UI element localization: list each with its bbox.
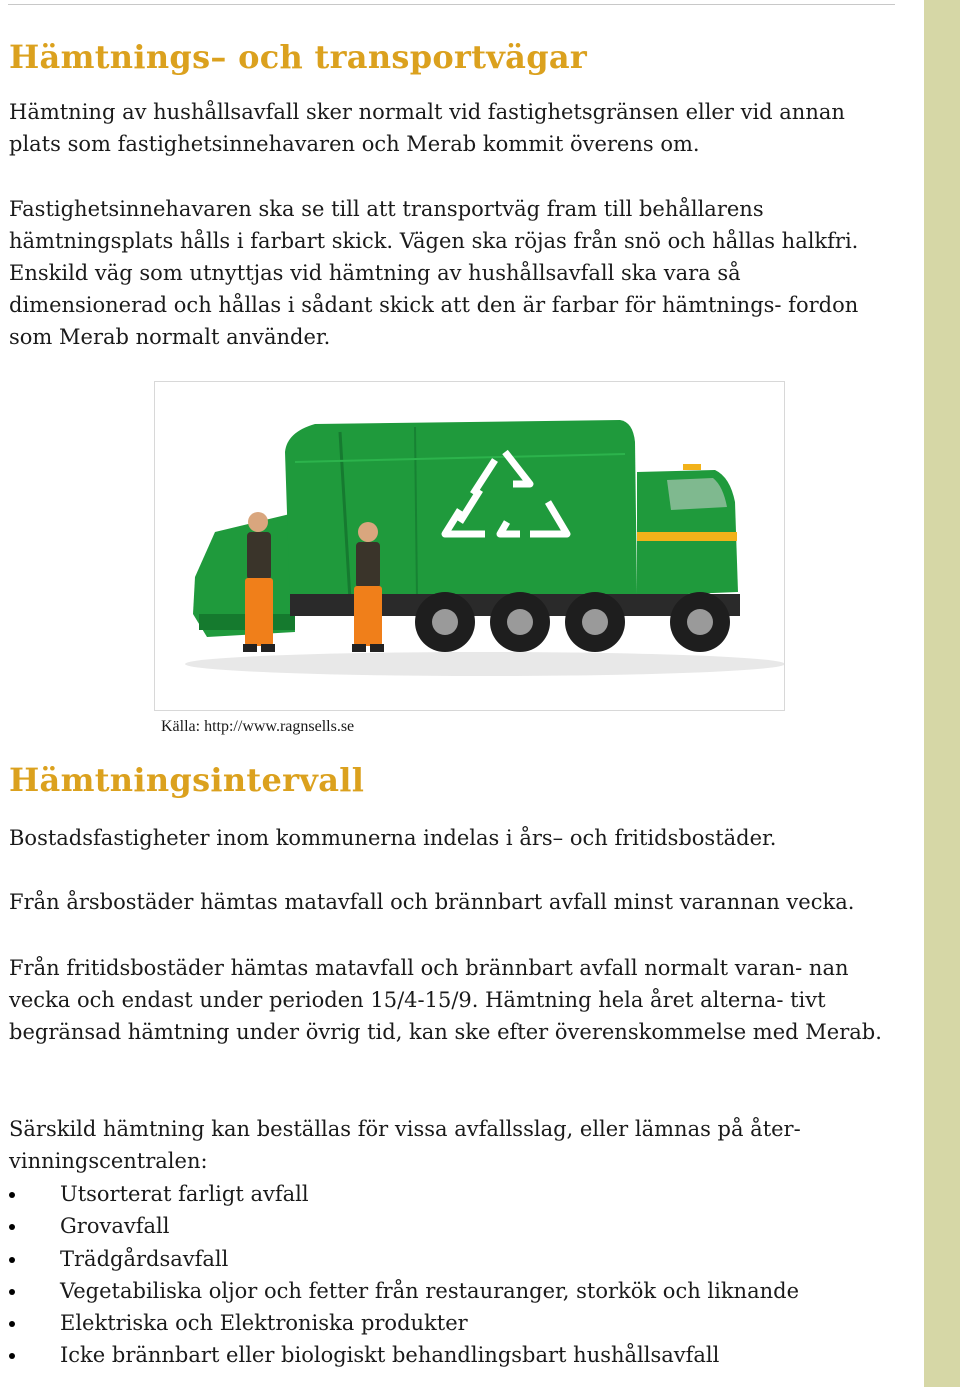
paragraph-transport-road: Fastighetsinnehavaren ska se till att transportväg fram till behållarens hämtningsplats hålls i farbart skick. Vägen ska röjas från snö och hållas halkfri. Enskild väg som utnyttjas vid hämtning av hushållsavfall ska vara så dimensionerad och hållas i sådant skick att den är farbar för hämtnings- fordon som Merab normalt använder. — [9, 197, 859, 349]
garbage-truck-illustration — [155, 382, 784, 710]
bullet-icon — [9, 1257, 15, 1263]
bullet-icon — [9, 1289, 15, 1295]
section-heading-interval: Hämtningsintervall — [9, 761, 365, 799]
paragraph-special-collection: Särskild hämtning kan beställas för vissa avfallsslag, eller lämnas på åter- vinningscentralen: — [9, 1117, 801, 1173]
paragraph-year-round: Från årsbostäder hämtas matavfall och brännbart avfall minst varannan vecka. — [9, 890, 855, 914]
image-caption: Källa: http://www.ragnsells.se — [161, 718, 355, 735]
list-item: Trädgårdsavfall — [9, 1243, 899, 1275]
top-rule — [8, 4, 895, 5]
paragraph-collection-point: Hämtning av hushållsavfall sker normalt vid fastighetsgränsen eller vid annan plats som fastighetsinnehavaren och Merab kommit överens om. — [9, 100, 845, 156]
paragraph-housing-types: Bostadsfastigheter inom kommunerna indelas i års– och fritidsbostäder. — [9, 826, 777, 850]
cab-stripe — [637, 532, 737, 541]
side-band — [924, 0, 960, 1387]
list-item: Elektriska och Elektroniska produkter — [9, 1307, 899, 1339]
list-item: Utsorterat farligt avfall — [9, 1178, 899, 1210]
garbage-truck-photo — [154, 381, 785, 711]
waste-type-list — [9, 1178, 899, 1372]
bullet-icon — [9, 1192, 15, 1198]
section-heading-transport: Hämtnings– och transportvägar — [9, 38, 588, 76]
list-item: Grovavfall — [9, 1210, 899, 1242]
list-item: Icke brännbart eller biologiskt behandlingsbart hushållsavfall — [9, 1339, 899, 1371]
paragraph-holiday-homes: Från fritidsbostäder hämtas matavfall och brännbart avfall normalt varan- nan vecka och endast under perioden 15/4-15/9. Hämtning hela året alterna- tivt begränsad hämtning under övrig tid, kan ske efter överenskommelse med Merab. — [9, 956, 882, 1044]
bullet-icon — [9, 1353, 15, 1359]
bullet-icon — [9, 1224, 15, 1230]
list-item: Vegetabiliska oljor och fetter från restauranger, storkök och liknande — [9, 1275, 899, 1307]
bullet-icon — [9, 1321, 15, 1327]
